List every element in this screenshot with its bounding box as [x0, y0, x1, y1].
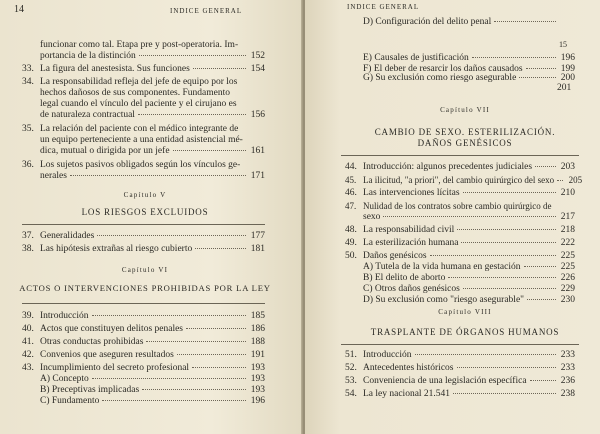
- running-head: INDICE GENERAL: [347, 3, 420, 11]
- toc-entry: de naturaleza contractual 156: [40, 110, 265, 120]
- toc-entry: 47. Nulidad de los contratos sobre cambio quirúrgico de: [345, 201, 552, 211]
- toc-entry: 48. La responsabilidad civil 218: [345, 225, 575, 235]
- chapter-title: ACTOS O INTERVENCIONES PROHIBIDAS POR LA LEY: [19, 283, 271, 293]
- chapter-label: Capítulo VII: [440, 106, 490, 114]
- toc-entry: 36. Los sujetos pasivos obligados según los vínculos ge-: [22, 160, 241, 170]
- toc-subentry: A) Concepto 193: [40, 374, 265, 384]
- toc-line: funcionar como tal. Etapa pre y post-operatoria. Im-: [40, 40, 239, 50]
- toc-entry: 38. Las hipótesis extrañas al riesgo cubierto 181: [22, 244, 265, 254]
- toc-entry: 43. Incumplimiento del secreto profesional 193: [22, 363, 265, 373]
- toc-entry: 42. Convenios que aseguren resultados 191: [22, 350, 265, 360]
- toc-entry: 50. Daños genésicos 225: [345, 251, 575, 261]
- divider: [341, 344, 579, 345]
- chapter-label: Capítulo VI: [121, 266, 169, 274]
- toc-entry: 45. La ilicitud, "a priori", del cambio quirúrgico del sexo 205: [345, 175, 583, 185]
- chapter-title: CAMBIO DE SEXO. ESTERILIZACIÓN.: [374, 127, 556, 137]
- toc-entry: dica, mutual o dirigida por un jefe 161: [40, 146, 265, 156]
- toc-entry: 52. Antecedentes históricos 233: [345, 363, 575, 373]
- toc-entry: 46. Las intervenciones lícitas 210: [345, 188, 575, 198]
- toc-subentry: G) Su exclusión como riesgo asegurable 200: [363, 73, 575, 83]
- toc-entry: 34. La responsabilidad refleja del jefe de equipo por los: [22, 77, 238, 87]
- divider: [22, 303, 265, 304]
- toc-subentry: C) Fundamento 196: [40, 396, 265, 406]
- chapter-title: TRASPLANTE DE ÓRGANOS HUMANOS: [370, 327, 560, 337]
- toc-line: legal cuando el vínculo del paciente y el cirujano es: [40, 99, 237, 109]
- divider: [341, 155, 579, 156]
- toc-subentry: C) Otros daños genésicos 229: [363, 284, 575, 294]
- chapter-title-line2: DAÑOS GENÉSICOS: [417, 138, 513, 148]
- page-ref: 201: [557, 83, 572, 93]
- running-head: INDICE GENERAL: [170, 7, 243, 15]
- toc-subentry: E) Causales de justificación 196: [363, 53, 575, 63]
- toc-subentry: B) Preceptivas implicadas 193: [40, 385, 265, 395]
- toc-subentry: F) El deber de resarcir los daños causados 199: [363, 64, 575, 74]
- toc-entry: sexo 217: [363, 212, 575, 222]
- chapter-label: Capítulo V: [123, 191, 167, 199]
- toc-entry: portancia de la distinción 152: [40, 51, 265, 61]
- toc-entry: 41. Otras conductas prohibidas 188: [22, 337, 265, 347]
- chapter-title: LOS RIESGOS EXCLUIDOS: [81, 207, 209, 217]
- toc-entry: 54. La ley nacional 21.541 238: [345, 389, 575, 399]
- toc-subentry: D) Configuración del delito penal: [363, 17, 575, 28]
- right-page: [305, 0, 600, 434]
- toc-entry: 40. Actos que constituyen delitos penales 186: [22, 324, 265, 334]
- toc-subentry: B) El delito de aborto 226: [363, 273, 575, 283]
- toc-entry: 51. Introducción 233: [345, 350, 575, 360]
- toc-entry: 39. Introducción 185: [22, 311, 265, 321]
- chapter-label: Capítulo VIII: [438, 308, 492, 316]
- toc-subentry: D) Su exclusión como "riesgo asegurable" 230: [363, 295, 575, 305]
- divider: [22, 224, 265, 225]
- toc-line: un equipo perteneciente a una entidad asistencial mé-: [40, 135, 243, 145]
- page-number: 14: [14, 4, 24, 15]
- page-number: 15: [559, 40, 567, 49]
- toc-line: hechos dañosos de sus componentes. Fundamento: [40, 88, 230, 98]
- toc-entry: 37. Generalidades 177: [22, 231, 265, 241]
- toc-entry: 35. La relación del paciente con el médico integrante de: [22, 124, 239, 134]
- toc-subentry: A) Tutela de la vida humana en gestación 225: [363, 262, 575, 272]
- toc-entry: 53. Conveniencia de una legislación específica 236: [345, 376, 575, 386]
- toc-entry: nerales 171: [40, 171, 265, 181]
- toc-entry: 44. Introducción: algunos precedentes judiciales 203: [345, 162, 575, 172]
- toc-entry: 33. La figura del anestesista. Sus funciones 154: [22, 64, 265, 74]
- toc-entry: 49. La esterilización humana 222: [345, 238, 575, 248]
